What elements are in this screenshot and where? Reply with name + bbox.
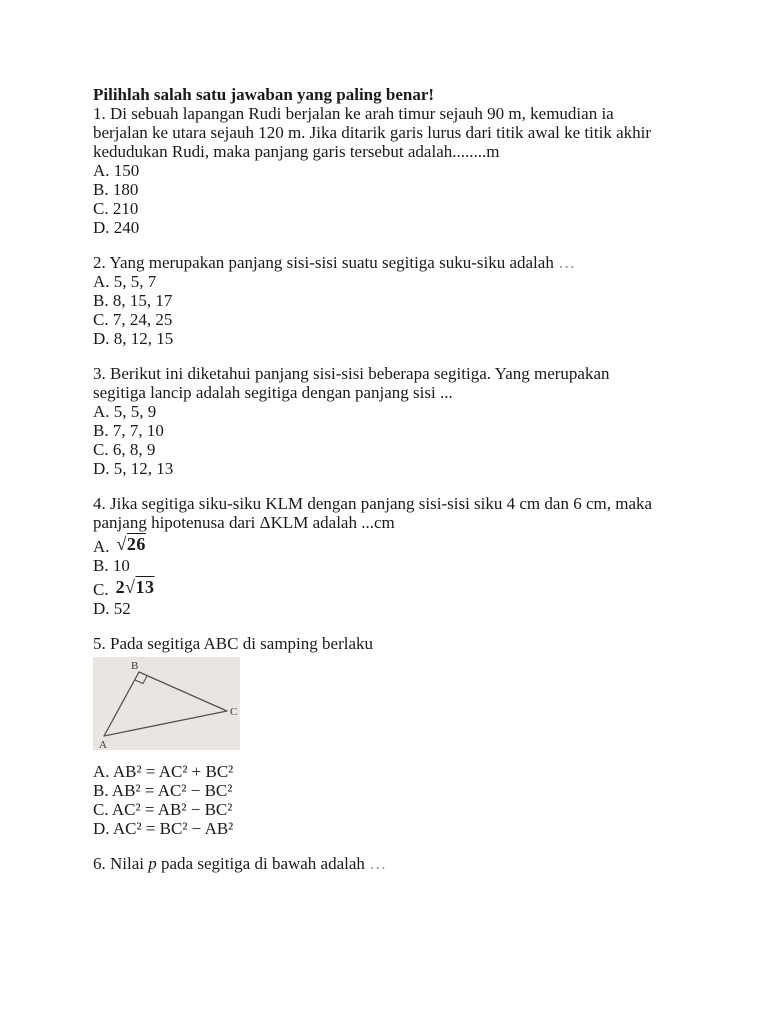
question-5: [93, 634, 680, 838]
variable-p: p: [148, 854, 157, 873]
option-label: C.: [93, 580, 109, 599]
question-6-text-end: pada segitiga di bawah adalah: [156, 854, 365, 873]
question-6: [93, 854, 680, 873]
question-5-line-1: 5. Pada segitiga ABC di samping berlaku: [93, 634, 373, 653]
triangle-figure: [93, 657, 240, 750]
question-5-option-b: B. AB² = AC² − BC²: [93, 781, 233, 800]
question-4-option-d: D. 52: [93, 599, 131, 618]
question-2-option-b: B. 8, 15, 17: [93, 291, 173, 310]
question-2-option-d: D. 8, 12, 15: [93, 329, 174, 348]
question-3-option-b: B. 7, 7, 10: [93, 421, 164, 440]
vertex-label-a: A: [99, 739, 107, 750]
question-1-option-c: C. 210: [93, 199, 139, 218]
radicand: 13: [135, 577, 155, 597]
question-3-option-d: D. 5, 12, 13: [93, 459, 174, 478]
question-3: [93, 364, 680, 478]
question-4-option-b: B. 10: [93, 556, 130, 575]
question-5-option-c: C. AC² = AB² − BC²: [93, 800, 233, 819]
radical-expression: [117, 535, 146, 554]
question-1-option-b: B. 180: [93, 180, 139, 199]
question-1-option-d: D. 240: [93, 218, 140, 237]
vertex-label-b: B: [131, 660, 139, 672]
question-4: [93, 494, 680, 618]
question-1: [93, 104, 680, 237]
option-label: A.: [93, 537, 110, 556]
question-4-line-1: 4. Jika segitiga siku-siku KLM dengan panjang sisi-sisi siku 4 cm dan 6 cm, maka: [93, 494, 653, 513]
question-1-option-a: A. 150: [93, 161, 140, 180]
vertex-label-c: C: [230, 706, 238, 718]
radicand: 26: [126, 534, 146, 554]
question-5-option-a: A. AB² = AC² + BC²: [93, 762, 234, 781]
question-2-line-1: [93, 253, 680, 272]
question-5-option-d: D. AC² = BC² − AB²: [93, 819, 234, 838]
instruction-heading: Pilihlah salah satu jawaban yang paling benar!: [93, 85, 435, 104]
question-4-option-a: [93, 534, 680, 556]
question-2-option-c: C. 7, 24, 25: [93, 310, 173, 329]
question-4-line-2: panjang hipotenusa dari ΔKLM adalah ...cm: [93, 513, 395, 532]
question-6-line-1: [93, 854, 680, 873]
radical-coefficient: 2: [115, 577, 126, 597]
question-3-option-c: C. 6, 8, 9: [93, 440, 156, 459]
question-2-ellipsis: …: [553, 253, 576, 272]
question-6-ellipsis: …: [364, 854, 387, 873]
question-1-line-3: kedudukan Rudi, maka panjang garis tersebut adalah........m: [93, 142, 500, 161]
question-1-line-2: berjalan ke utara sejauh 120 m. Jika ditarik garis lurus dari titik awal ke titik akhir: [93, 123, 652, 142]
figure-background: [93, 657, 240, 750]
sqrt-sign: √: [116, 534, 127, 554]
question-3-line-1: 3. Berikut ini diketahui panjang sisi-sisi beberapa segitiga. Yang merupakan: [93, 364, 610, 383]
question-2-option-a: A. 5, 5, 7: [93, 272, 157, 291]
sqrt-sign: √: [125, 577, 136, 597]
question-1-line-1: 1. Di sebuah lapangan Rudi berjalan ke arah timur sejauh 90 m, kemudian ia: [93, 104, 614, 123]
question-4-option-c: [93, 577, 680, 599]
question-2: [93, 253, 680, 348]
question-2-text: 2. Yang merupakan panjang sisi-sisi suatu segitiga suku-siku adalah: [93, 253, 554, 272]
question-3-option-a: A. 5, 5, 9: [93, 402, 157, 421]
radical-expression: [116, 578, 155, 597]
question-6-text-start: 6. Nilai: [93, 854, 149, 873]
question-3-line-2: segitiga lancip adalah segitiga dengan panjang sisi ...: [93, 383, 453, 402]
